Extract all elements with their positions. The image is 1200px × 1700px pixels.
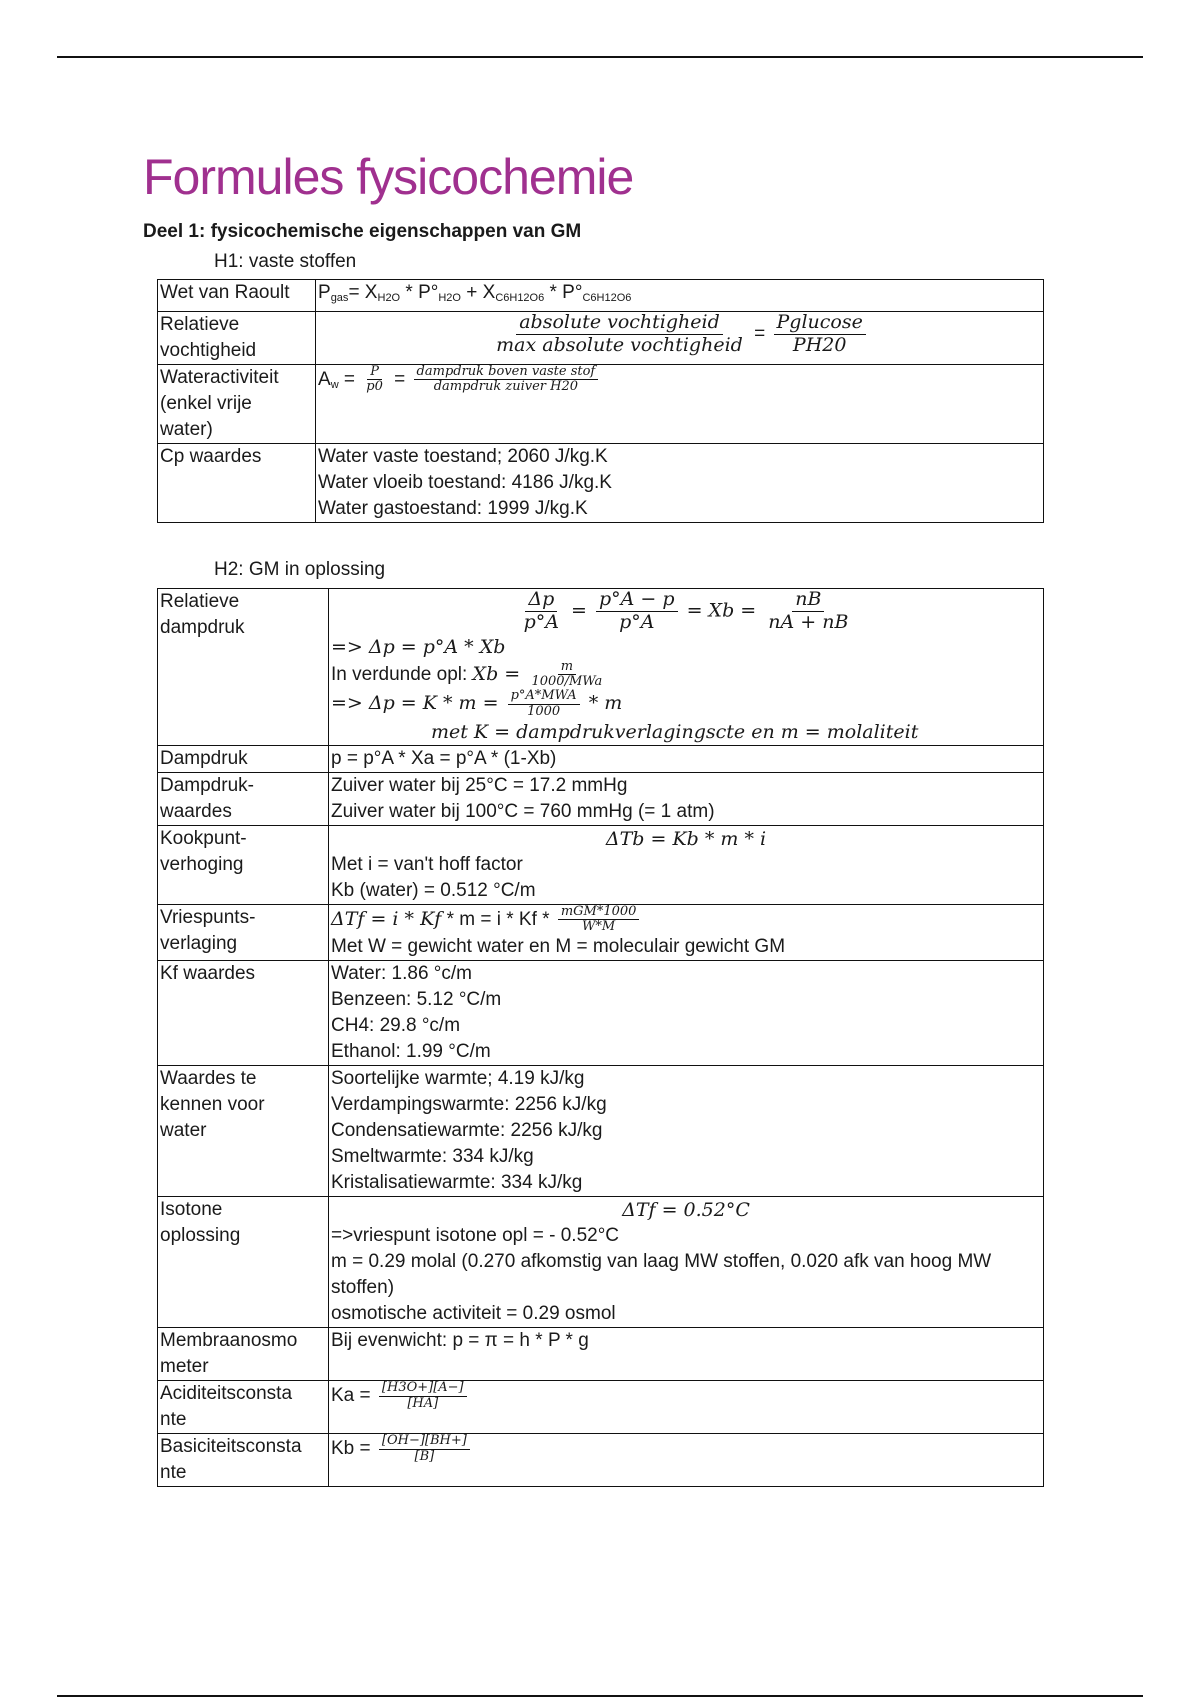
row-water-values <box>158 1066 1044 1197</box>
label-vapor: Dampdruk <box>158 745 329 772</box>
label-rel-vapor: Relatieve dampdruk <box>158 589 329 746</box>
header-rule <box>57 56 1143 58</box>
row-vapor <box>158 745 1044 772</box>
frac-ka: $\frac{[H3O+][A-]}{[HA]}$ <box>379 1381 467 1411</box>
formula-rel-vapor <box>329 589 1044 746</box>
label-cp: Cp waardes <box>158 444 316 523</box>
part-title: Deel 1: fysicochemische eigenschappen van GM <box>143 221 582 242</box>
formula-boiling: ΔTb = Kb * m * i Met i = van't hoff factor Kb (water) = 0.512 °C/m <box>329 825 1044 904</box>
footer-rule <box>57 1695 1143 1697</box>
label-raoult: Wet van Raoult <box>158 280 316 312</box>
row-water-activity <box>158 365 1044 444</box>
table-h2 <box>157 588 1044 1487</box>
water-values: Soortelijke warmte; 4.19 kJ/kg Verdampingswarmte: 2256 kJ/kg Condensatiewarmte: 2256 kJ/kg Smeltwarmte: 334 kJ/kg Kristalisatiewarmte: 334 kJ/kg <box>329 1066 1044 1197</box>
activity-fraction-dampdruk: $\frac{\text{dampdruk boven vaste stof}}{\text{dampdruk zuiver H20}}$ <box>414 365 599 395</box>
frac-kb: $\frac{[OH-][BH+]}{[B]}$ <box>379 1434 470 1464</box>
activity-fraction-p: $\frac{P}{p0}$ <box>366 364 383 395</box>
frac-freezing: $\frac{\text{mGM*1000}}{W*M}$ <box>558 905 640 935</box>
humidity-fraction-1: $\frac{\text{absolute vochtigheid}}{\text{max absolute vochtigheid}}$ <box>496 311 743 356</box>
vapor-values: Zuiver water bij 25°C = 17.2 mmHg Zuiver water bij 100°C = 760 mmHg (= 1 atm) <box>329 772 1044 825</box>
page-title: Formules fysicochemie <box>143 149 634 205</box>
frac-k: $\frac{\text{p°A*MWA}}{1000}$ <box>508 689 580 719</box>
section-title-h1: H1: vaste stoffen <box>214 251 357 272</box>
row-boiling <box>158 825 1044 904</box>
frac-pa: $\frac{p^\circ A - p}{p^\circ A}$ <box>596 589 678 634</box>
formula-vapor: p = p°A * Xa = p°A * (1-Xb) <box>329 745 1044 772</box>
frac-nb: $\frac{nB}{nA + nB}$ <box>768 588 849 633</box>
formula-isotonic: ΔTf = 0.52°C =>vriespunt isotone opl = - 0.52°C m = 0.29 molal (0.270 afkomstig van laag MW stoffen, 0.020 afk van hoog MW stoffen) osmotische activiteit = 0.29 osmol <box>329 1197 1044 1328</box>
kf-values: Water: 1.86 °c/m Benzeen: 5.12 °C/m CH4: 29.8 °c/m Ethanol: 1.99 °C/m <box>329 961 1044 1066</box>
rel-vapor-line-2: => Δp = p°A * Xb <box>331 635 506 658</box>
row-freezing <box>158 904 1044 961</box>
row-kf <box>158 961 1044 1066</box>
row-isotonic <box>158 1197 1044 1328</box>
formula-water-activity: $A_w$ = $\frac{P}{p0}$ = $\frac{\text{dampdruk boven vaste stof}}{\text{dampdruk zuiver H20}}$ <box>316 365 1044 444</box>
label-acid: Aciditeitsconsta nte <box>158 1381 329 1434</box>
label-water-activity: Wateractiviteit (enkel vrije water) <box>158 365 316 444</box>
row-base <box>158 1434 1044 1487</box>
formula-raoult: $P_{gas}= X_{H2O} * P^\circ_{H2O} + X_{C6H12O6} * P^\circ_{C6H12O6}$ <box>316 280 1044 312</box>
row-humidity <box>158 312 1044 365</box>
formula-humidity: $\frac{\text{absolute vochtigheid}}{\text{max absolute vochtigheid}}$ = $\frac{\text{Pglucose}}{PH20}$ <box>316 312 1044 365</box>
row-acid <box>158 1381 1044 1434</box>
cp-values: Water vaste toestand; 2060 J/kg.K Water vloeib toestand: 4186 J/kg.K Water gastoestand: 1999 J/kg.K <box>316 444 1044 523</box>
label-boiling: Kookpunt- verhoging <box>158 825 329 904</box>
label-vapor-values: Dampdruk- waardes <box>158 772 329 825</box>
rel-vapor-line-3: In verdunde opl: Xb = $\frac{m}{\text{1000/MWa}}$ <box>331 660 1041 690</box>
row-raoult <box>158 280 1044 312</box>
label-freezing: Vriespunts- verlaging <box>158 904 329 961</box>
formula-base: Kb = $\frac{[OH-][BH+]}{[B]}$ <box>329 1434 1044 1487</box>
label-kf: Kf waardes <box>158 961 329 1066</box>
row-membrane <box>158 1328 1044 1381</box>
frac-m: $\frac{m}{\text{1000/MWa}}$ <box>531 658 603 689</box>
rel-vapor-main-formula: $\frac{\Delta p}{p^\circ A}$ = $\frac{p^\circ A - p}{p^\circ A}$ = Xb = $\frac{nB}{nA + nB}$ <box>331 589 1041 634</box>
section-title-h2: H2: GM in oplossing <box>214 559 386 580</box>
label-water-values: Waardes te kennen voor water <box>158 1066 329 1197</box>
label-humidity: Relatieve vochtigheid <box>158 312 316 365</box>
formula-membrane: Bij evenwicht: p = π = h * P * g <box>329 1328 1044 1381</box>
frac-dp: $\frac{\Delta p}{p^\circ A}$ <box>523 588 559 633</box>
freezing-formula: ΔTf = i * Kf * m = i * Kf * $\frac{\text{mGM*1000}}{W*M}$ <box>331 905 1041 935</box>
label-membrane: Membraanosmo meter <box>158 1328 329 1381</box>
label-isotonic: Isotone oplossing <box>158 1197 329 1328</box>
row-vapor-values <box>158 772 1044 825</box>
humidity-fraction-2: $\frac{\text{Pglucose}}{PH20}$ <box>774 312 866 357</box>
table-h1 <box>157 279 1044 523</box>
label-base: Basiciteitsconsta nte <box>158 1434 329 1487</box>
formula-acid: Ka = $\frac{[H3O+][A-]}{[HA]}$ <box>329 1381 1044 1434</box>
row-cp <box>158 444 1044 523</box>
rel-vapor-line-5: met K = dampdrukverlagingscte en m = molaliteit <box>431 720 919 743</box>
rel-vapor-line-4: => Δp = K * m = $\frac{\text{p°A*MWA}}{1000}$ * m <box>331 688 623 719</box>
formula-freezing: ΔTf = i * Kf * m = i * Kf * $\frac{\text{mGM*1000}}{W*M}$ Met W = gewicht water en M = moleculair gewicht GM <box>329 904 1044 961</box>
row-rel-vapor <box>158 589 1044 746</box>
